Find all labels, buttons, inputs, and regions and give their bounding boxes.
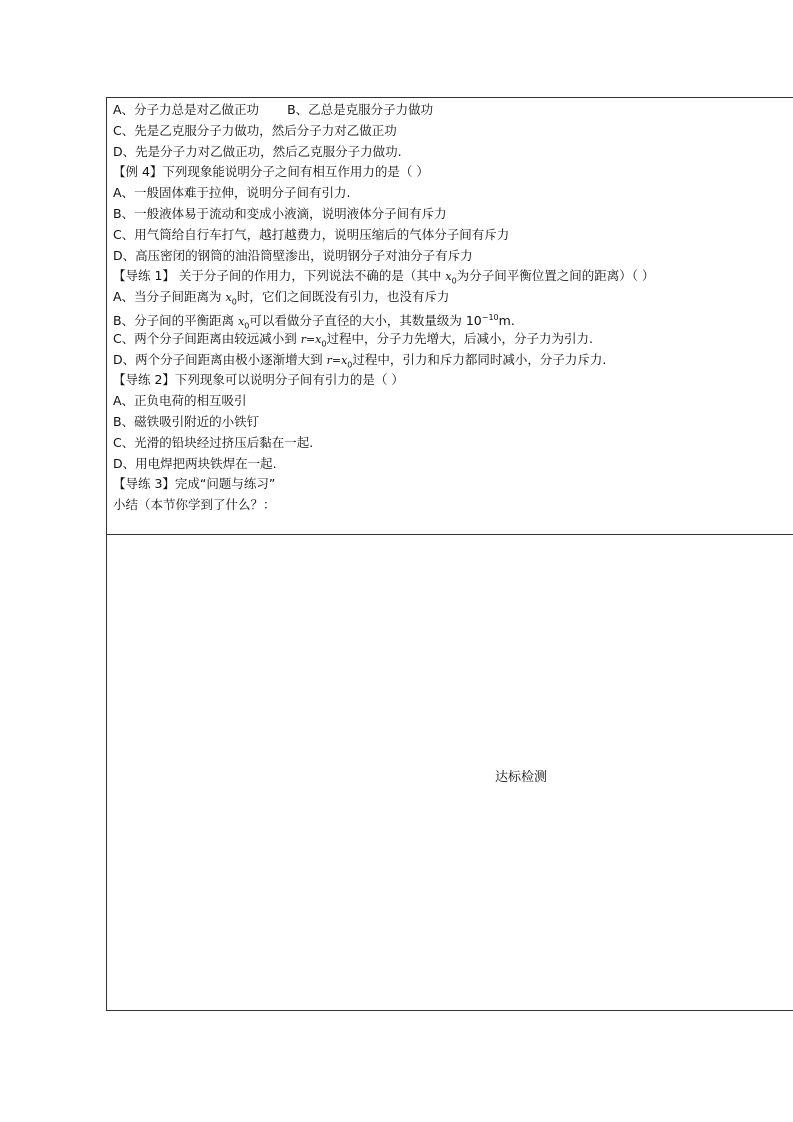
option-b: B、磁铁吸引附近的小铁钉 [113, 413, 260, 429]
option-c: C、光滑的铅块经过挤压后黏在一起. [113, 434, 314, 450]
practice-1-question: 【导练 1】 关于分子间的作用力，下列说法不确的是（其中 $x_0$为分子间平衡位置之间的距离）（ ） [113, 268, 655, 286]
option-a: A、分子力总是对乙做正功 [113, 102, 260, 117]
option-d: D、用电焊把两块铁焊在一起. [113, 455, 277, 471]
exercise-section [113, 100, 793, 516]
practice-3-question: 【导练 3】完成“问题与练习” [113, 476, 276, 492]
option-b: B、乙总是克服分子力做功 [287, 102, 434, 117]
example-4-question: 【例 4】下列现象能说明分子之间有相互作用力的是（ ） [113, 164, 429, 180]
option-c: C、用气筒给自行车打气，越打越费力，说明压缩后的气体分子间有斥力 [113, 226, 510, 242]
practice-2-question: 【导练 2】下列现象可以说明分子间有引力的是（ ） [113, 372, 404, 388]
worksheet-table [106, 97, 793, 1011]
option-c: C、两个分子间距离由较远减小到 $r=x_0$过程中，分子力先增大，后减小，分子力为引力. [113, 330, 593, 349]
option-b: B、分子间的平衡距离 $x_0$可以看做分子直径的大小，其数量级为 $10^{-10}m$. [113, 312, 515, 331]
option-c: C、先是乙克服分子力做功，然后分子力对乙做正功 [113, 122, 397, 138]
option-a: A、当分子间距离为 $x_0$时，它们之间既没有引力，也没有斥力 [113, 289, 450, 307]
option-d: D、两个分子间距离由极小逐渐增大到 $r=x_0$过程中，引力和斥力都同时减小，分子力斥力. [113, 351, 607, 370]
option-a: A、一般固体难于拉伸，说明分子间有引力. [113, 185, 351, 201]
assessment-label: 达标检测 [495, 770, 548, 785]
row-divider [107, 534, 793, 535]
option-d: D、先是分子力对乙做正功，然后乙克服分子力做功. [113, 143, 402, 159]
option-a: A、正负电荷的相互吸引 [113, 393, 247, 409]
option-b: B、一般液体易于流动和变成小液滴，说明液体分子间有斥力 [113, 205, 447, 221]
summary-prompt: 小结（本节你学到了什么？： [113, 497, 276, 513]
option-line [113, 100, 793, 121]
option-d: D、高压密闭的钢筒的油沿筒壁渗出，说明钢分子对油分子有斥力 [113, 247, 473, 263]
